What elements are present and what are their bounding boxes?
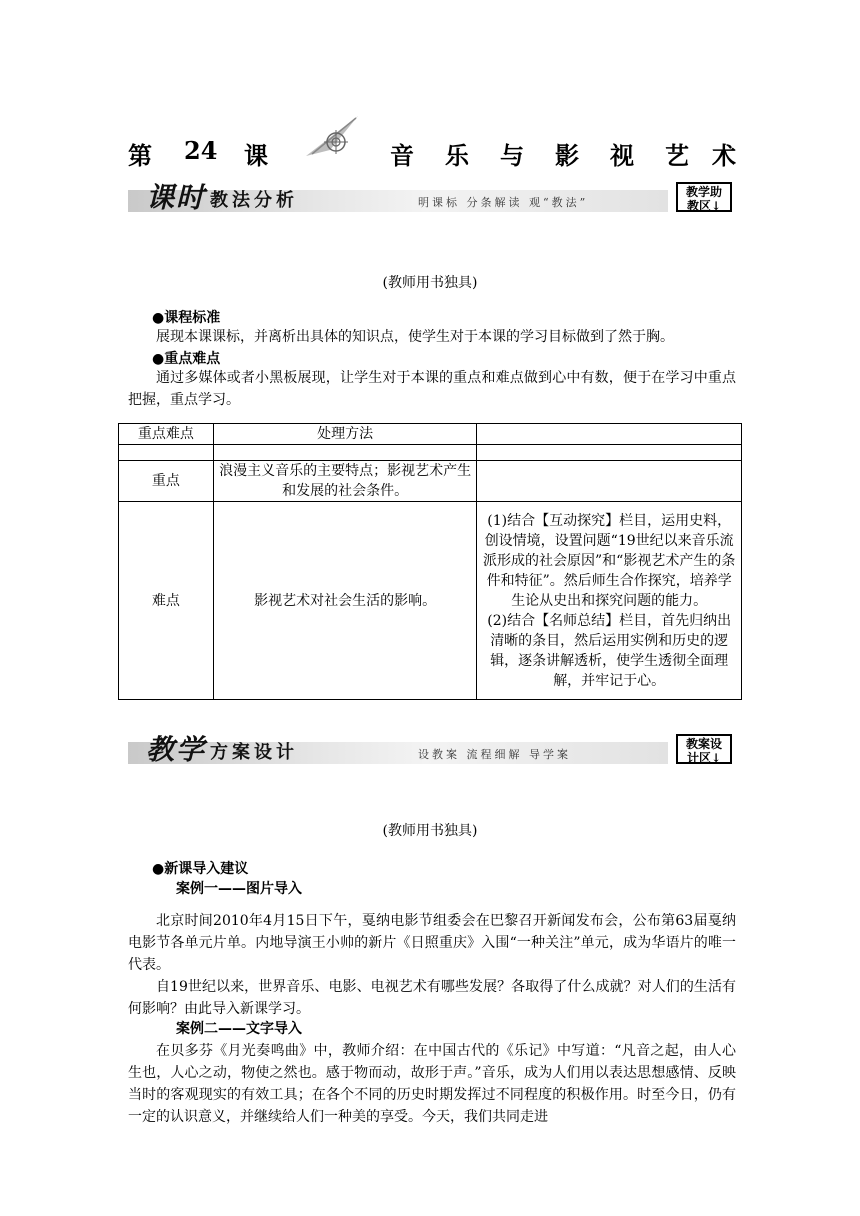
- box-line: 计区↓: [686, 751, 722, 765]
- box-line: 教学助: [685, 185, 722, 199]
- lesson-number: 24: [184, 136, 218, 165]
- case2-paragraph1: 在贝多芬《月光奏鸣曲》中，教师介绍：在中国古代的《乐记》中写道：“凡音之起，由人心生也，人心之动，物使之然也。感于物而动，故形于声。”音乐，成为人们用以表达思想感情、反映当时的客观现实的有效工具；在各个不同的历史时期发挥过不同程度的积极作用。时至今日，仍有一定的认识意义，并继续给人们一种美的享受。今天，我们共同走进: [128, 1043, 736, 1125]
- case1-paragraph1: 北京时间2010年4月15日下午，戛纳电影节组委会在巴黎召开新闻发布会，公布第63届戛纳电影节各单元片单。内地导演王小帅的新片《日照重庆》入围“一种关注”单元，成为华语片的唯一代表。: [128, 913, 736, 973]
- box-line: 教案设: [685, 737, 722, 751]
- banner-slogan: 明课标 分条解读 观“教法”: [418, 196, 589, 209]
- banner-slogan: 设教案 流程细解 导学案: [418, 748, 571, 761]
- table-header-row: [119, 424, 742, 445]
- table-cell: 浪漫主义音乐的主要特点；影视艺术产生和发展的社会条件。: [213, 461, 477, 502]
- banner-title-big: 课时: [146, 181, 207, 214]
- table-header: [477, 424, 742, 445]
- table-header: 重点难点: [119, 424, 214, 445]
- title-char: 与: [500, 141, 524, 170]
- banner-title-small: 方案设计: [210, 742, 298, 763]
- table-row-empty: [119, 445, 742, 461]
- heading-intro-suggestions: ●新课导入建议: [152, 861, 249, 877]
- title-char: 乐: [445, 141, 469, 170]
- case2-title: 案例二——文字导入: [176, 1021, 302, 1037]
- table-row: [119, 502, 742, 700]
- key-points-table: [118, 423, 742, 700]
- title-char: 术: [712, 141, 736, 170]
- lesson-num-label: 第: [128, 141, 152, 170]
- lesson-plan-box[interactable]: [676, 734, 732, 764]
- title-char: 影: [555, 141, 579, 170]
- banner-bar: [128, 742, 668, 764]
- table-cell: 重点: [119, 461, 214, 502]
- banner-title-big: 教学: [146, 733, 207, 766]
- table-cell: [477, 461, 742, 502]
- method-paragraph: (1)结合【互动探究】栏目，运用史料，创设情境，设置问题“19世纪以来音乐流派形成的社会原因”和“影视艺术产生的条件和特征”。然后师生合作探究，培养学生论从史出和探究问题的能力。: [483, 512, 736, 609]
- section-banner-analysis: [128, 178, 736, 214]
- lesson-unit: 课: [244, 141, 268, 170]
- key-points-text: 通过多媒体或者小黑板展现，让学生对于本课的重点和难点做到心中有数，便于在学习中重点把握，重点学习。: [128, 370, 736, 408]
- table-row: [119, 461, 742, 502]
- case1-paragraph2: 自19世纪以来，世界音乐、电影、电视艺术有哪些发展？各取得了什么成就？对人们的生活有何影响？由此导入新课学习。: [128, 979, 736, 1017]
- title-char: 音: [390, 141, 414, 170]
- teacher-edition-note: (教师用书独具): [382, 275, 478, 291]
- teacher-edition-note: (教师用书独具): [382, 823, 478, 839]
- box-line: 教区↓: [686, 199, 722, 213]
- table-header: 处理方法: [213, 424, 477, 445]
- heading-course-standard: ●课程标准: [152, 310, 221, 326]
- title-char: 艺: [665, 141, 689, 170]
- course-standard-text: 展现本课课标，并离析出具体的知识点，使学生对于本课的学习目标做到了然于胸。: [156, 329, 674, 345]
- section-banner-design: [128, 730, 736, 766]
- table-cell: 难点: [119, 502, 214, 700]
- lesson-title: [128, 136, 736, 168]
- heading-key-points: ●重点难点: [152, 351, 221, 367]
- title-char: 视: [610, 141, 634, 170]
- teacher-assist-box[interactable]: [676, 182, 732, 212]
- method-paragraph: (2)结合【名师总结】栏目，首先归纳出清晰的条目，然后运用实例和历史的逻辑，逐条讲解透析，使学生透彻全面理解，并牢记于心。: [487, 612, 732, 689]
- target-emblem-icon: [300, 110, 362, 160]
- table-cell-methods: [477, 502, 742, 700]
- table-cell: 影视艺术对社会生活的影响。: [213, 502, 477, 700]
- case1-title: 案例一——图片导入: [176, 881, 302, 897]
- banner-title-small: 教法分析: [210, 190, 298, 211]
